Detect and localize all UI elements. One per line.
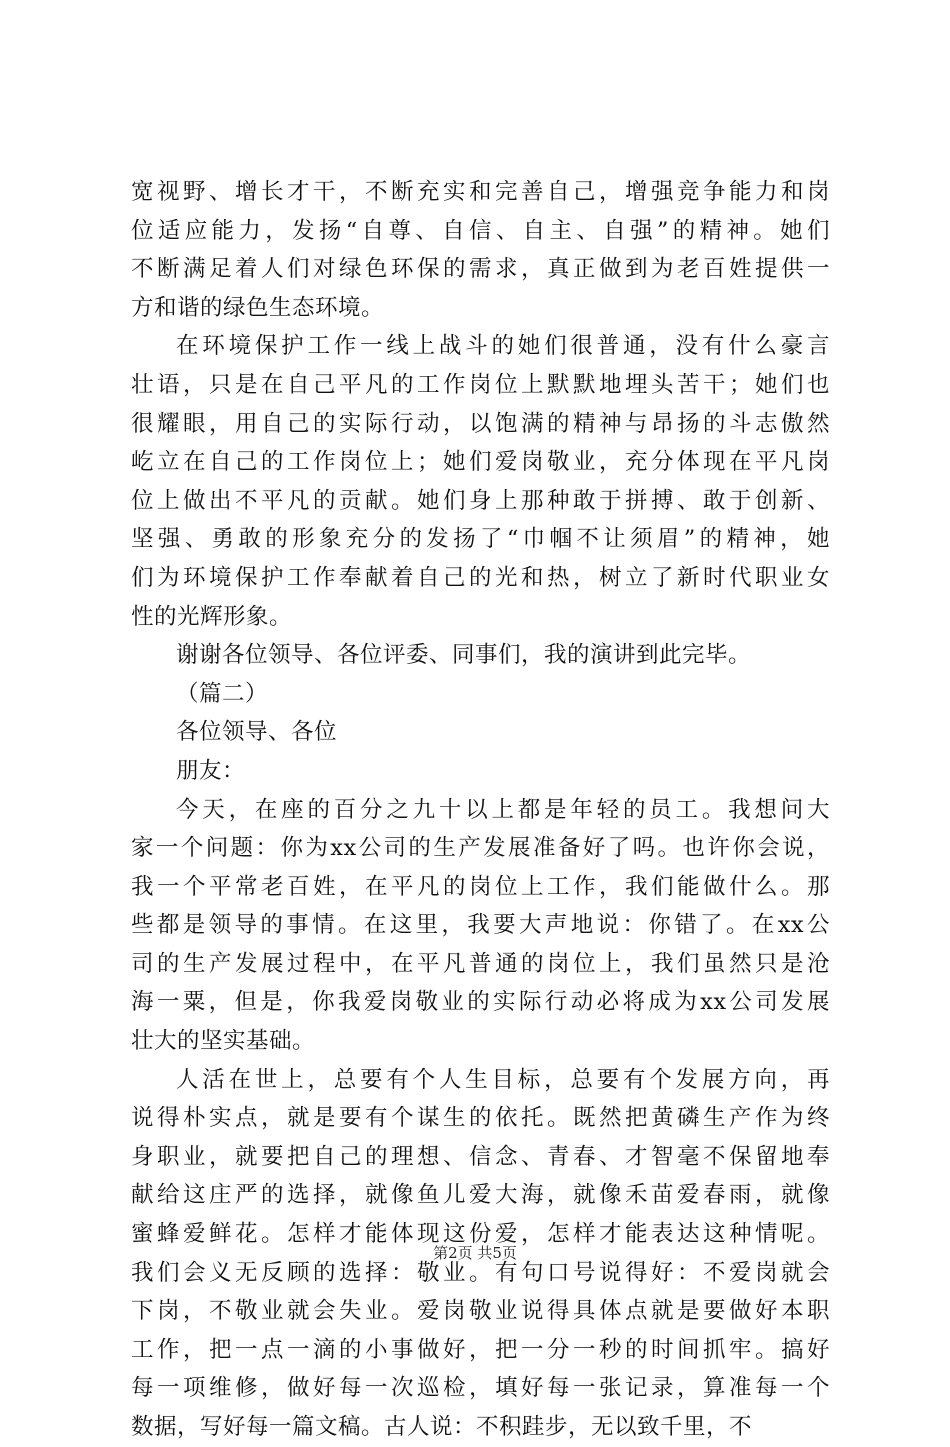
text-line: 说得朴实点，就是要有个谋生的依托。既然把黄磷生产作为终: [131, 1105, 830, 1132]
paragraph: [131, 675, 830, 714]
text-line: 朋友：: [176, 757, 246, 784]
text-line: 位上做出不平凡的贡献。她们身上那种敢于拼搏、敢于创新、: [131, 487, 830, 514]
text-line: 家一个问题：你为xx公司的生产发展准备好了吗。也许你会说，: [131, 835, 830, 862]
text-line: 身职业，就要把自己的理想、信念、青春、才智毫不保留地奉: [131, 1143, 830, 1170]
text-line: 方和谐的绿色生态环境。: [131, 294, 385, 321]
text-line: （篇二）: [176, 680, 269, 707]
text-line: 各位领导、各位: [176, 719, 338, 746]
paragraph: [131, 791, 830, 1061]
text-line: 下岗，不敬业就会失业。爱岗敬业说得具体点就是要做好本职: [131, 1298, 830, 1325]
text-line: 我一个平常老百姓，在平凡的岗位上工作，我们能做什么。那: [131, 873, 830, 900]
text-line: 司的生产发展过程中，在平凡普通的岗位上，我们虽然只是沧: [131, 950, 830, 977]
text-line: 海一粟，但是，你我爱岗敬业的实际行动必将成为xx公司发展: [131, 989, 830, 1016]
paragraph: [131, 752, 830, 791]
text-line: 坚强、勇敢的形象充分的发扬了“巾帼不让须眉”的精神，她: [131, 526, 830, 553]
text-line: 位适应能力，发扬“自尊、自信、自主、自强”的精神。她们: [131, 217, 830, 244]
text-line: 屹立在自己的工作岗位上；她们爱岗敬业，充分体现在平凡岗: [131, 449, 830, 476]
paragraph: [131, 173, 830, 327]
text-line: 献给这庄严的选择，就像鱼儿爱大海，就像禾苗爱春雨，就像: [131, 1182, 830, 1209]
text-line: 谢谢各位领导、各位评委、同事们，我的演讲到此完毕。: [176, 642, 752, 669]
text-line: 蜜蜂爱鲜花。怎样才能体现这份爱，怎样才能表达这种情呢。: [131, 1221, 830, 1248]
text-line: 每一项维修，做好每一次巡检，填好每一张记录，算准每一个: [131, 1375, 830, 1402]
text-line: 今天，在座的百分之九十以上都是年轻的员工。我想问大: [176, 796, 830, 823]
text-line: 人活在世上，总要有个人生目标，总要有个发展方向，再: [176, 1066, 830, 1093]
page-footer: 第2页 共5页: [433, 1244, 517, 1262]
text-line: 们为环境保护工作奉献着自己的光和热，树立了新时代职业女: [131, 564, 830, 591]
text-line: 工作，把一点一滴的小事做好，把一分一秒的时间抓牢。搞好: [131, 1336, 830, 1363]
paragraph: [131, 327, 830, 636]
text-line: 性的光辉形象。: [131, 603, 293, 630]
text-line: 在环境保护工作一线上战斗的她们很普通，没有什么豪言: [176, 333, 830, 360]
text-line: 很耀眼，用自己的实际行动，以饱满的精神与昂扬的斗志傲然: [131, 410, 830, 437]
paragraph: [131, 636, 830, 675]
text-line: 壮大的坚实基础。: [131, 1028, 316, 1055]
text-line: 我们会义无反顾的选择：敬业。有句口号说得好：不爱岗就会: [131, 1259, 830, 1286]
text-line: 数据，写好每一篇文稿。古人说：不积跬步，无以致千里，不: [131, 1414, 753, 1440]
text-line: 壮语，只是在自己平凡的工作岗位上默默地埋头苦干；她们也: [131, 371, 830, 398]
text-line: 些都是领导的事情。在这里，我要大声地说：你错了。在xx公: [131, 912, 830, 939]
text-line: 宽视野、增长才干，不断充实和完善自己，增强竞争能力和岗: [131, 179, 830, 205]
paragraph: [131, 713, 830, 752]
text-line: 不断满足着人们对绿色环保的需求，真正做到为老百姓提供一: [131, 256, 830, 283]
